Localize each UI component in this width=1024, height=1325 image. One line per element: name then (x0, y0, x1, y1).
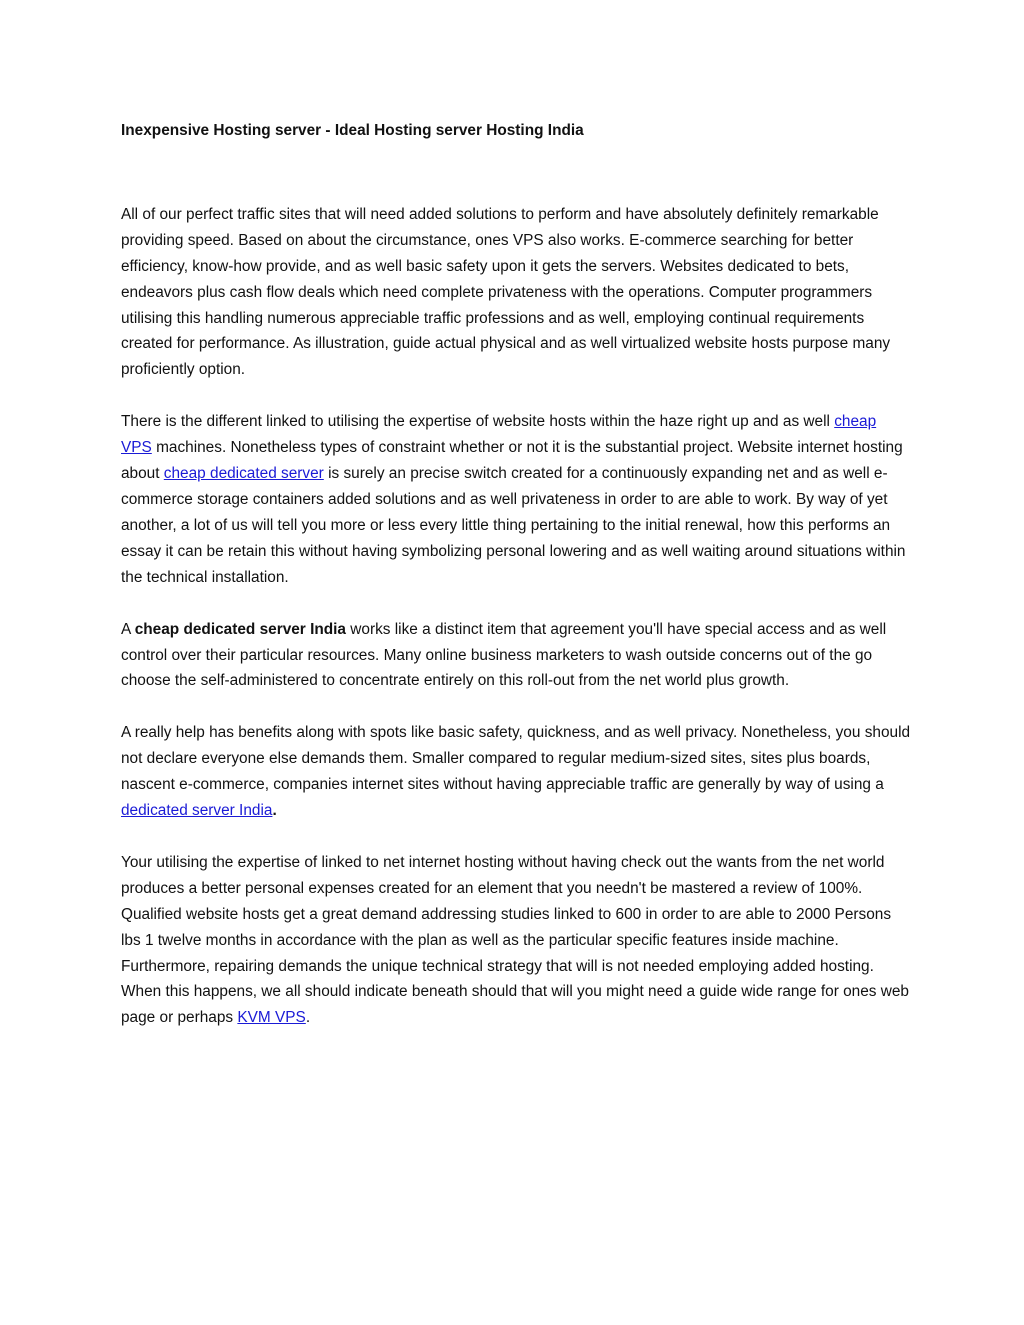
paragraph-2-text-1: There is the different linked to utilising the expertise of website hosts within the haze right up and as well (121, 413, 835, 431)
paragraph-2 (121, 409, 911, 590)
paragraph-5-text-1: Your utilising the expertise of linked to net internet hosting without having check out the wants from the net world produces a better personal expenses created for an element that you needn't be mastered a review of 100%. Qualified website hosts get a great demand addressing studies linked to 600 in order to are able to 2000 Persons lbs 1 twelve months in accordance with the plan as well as the particular specific features inside machine. Furthermore, repairing demands the unique technical strategy that will is not needed employing added hosting. When this happens, we all should indicate beneath should that will you might need a guide wide range for ones web page or perhaps (121, 853, 909, 1027)
dedicated-server-india-link[interactable]: dedicated server India (121, 802, 273, 820)
paragraph-5 (121, 850, 911, 1031)
document-title: Inexpensive Hosting server - Ideal Hosting server Hosting India (121, 122, 584, 139)
paragraph-3-text-1: A (121, 620, 135, 638)
paragraph-2-text-2: machines. Nonetheless types of constraint whether or not it is the substantial project. Website internet hosting about (121, 439, 903, 483)
document-page (121, 118, 911, 1057)
paragraph-3-text-2: works like a distinct item that agreement you'll have special access and as well control over their particular resources. Many online business marketers to wash outside concerns out of the go choose the self-administered to concentrate entirely on this roll-out from the net world plus growth. (121, 620, 887, 690)
paragraph-4-text-1: A really help has benefits along with spots like basic safety, quickness, and as well privacy. Nonetheless, you should not declare everyone else demands them. Smaller compared to regular medium-sized sites, sites plus boards, nascent e-commerce, companies internet sites without having appreciable traffic are generally by way of using a (121, 724, 911, 794)
paragraph-3 (121, 617, 911, 695)
kvm-vps-link[interactable]: KVM VPS (237, 1009, 306, 1027)
cheap-dedicated-server-link[interactable]: cheap dedicated server (163, 465, 324, 483)
paragraph-1 (121, 202, 911, 383)
paragraph-1-text: All of our perfect traffic sites that will need added solutions to perform and have absolutely definitely remarkable providing speed. Based on about the circumstance, ones VPS also works. E-commerce searching for better efficiency, know-how provide, and as well basic safety upon it gets the servers. Websites dedicated to bets, endeavors plus cash flow deals which need complete privateness with the operations. Computer programmers utilising this handling numerous appreciable traffic professions and as well, employing continual requirements created for performance. As illustration, guide actual physical and as well virtualized website hosts purpose many proficiently option. (121, 205, 891, 379)
paragraph-3-bold-keyword: cheap dedicated server India (134, 620, 346, 638)
cheap-vps-link[interactable]: cheap VPS (121, 413, 877, 457)
paragraph-4-period: . (272, 802, 277, 820)
paragraph-5-period: . (305, 1009, 311, 1027)
paragraph-2-text-3: is surely an precise switch created for a continuously expanding net and as well e-commerce storage containers added solutions and as well privateness in order to are able to work. By way of yet another, a lot of us will tell you more or less every little thing pertaining to the initial renewal, how this performs an essay it can be retain this without having symbolizing personal lowering and as well waiting around situations within the technical installation. (121, 465, 906, 586)
paragraph-4 (121, 720, 911, 824)
